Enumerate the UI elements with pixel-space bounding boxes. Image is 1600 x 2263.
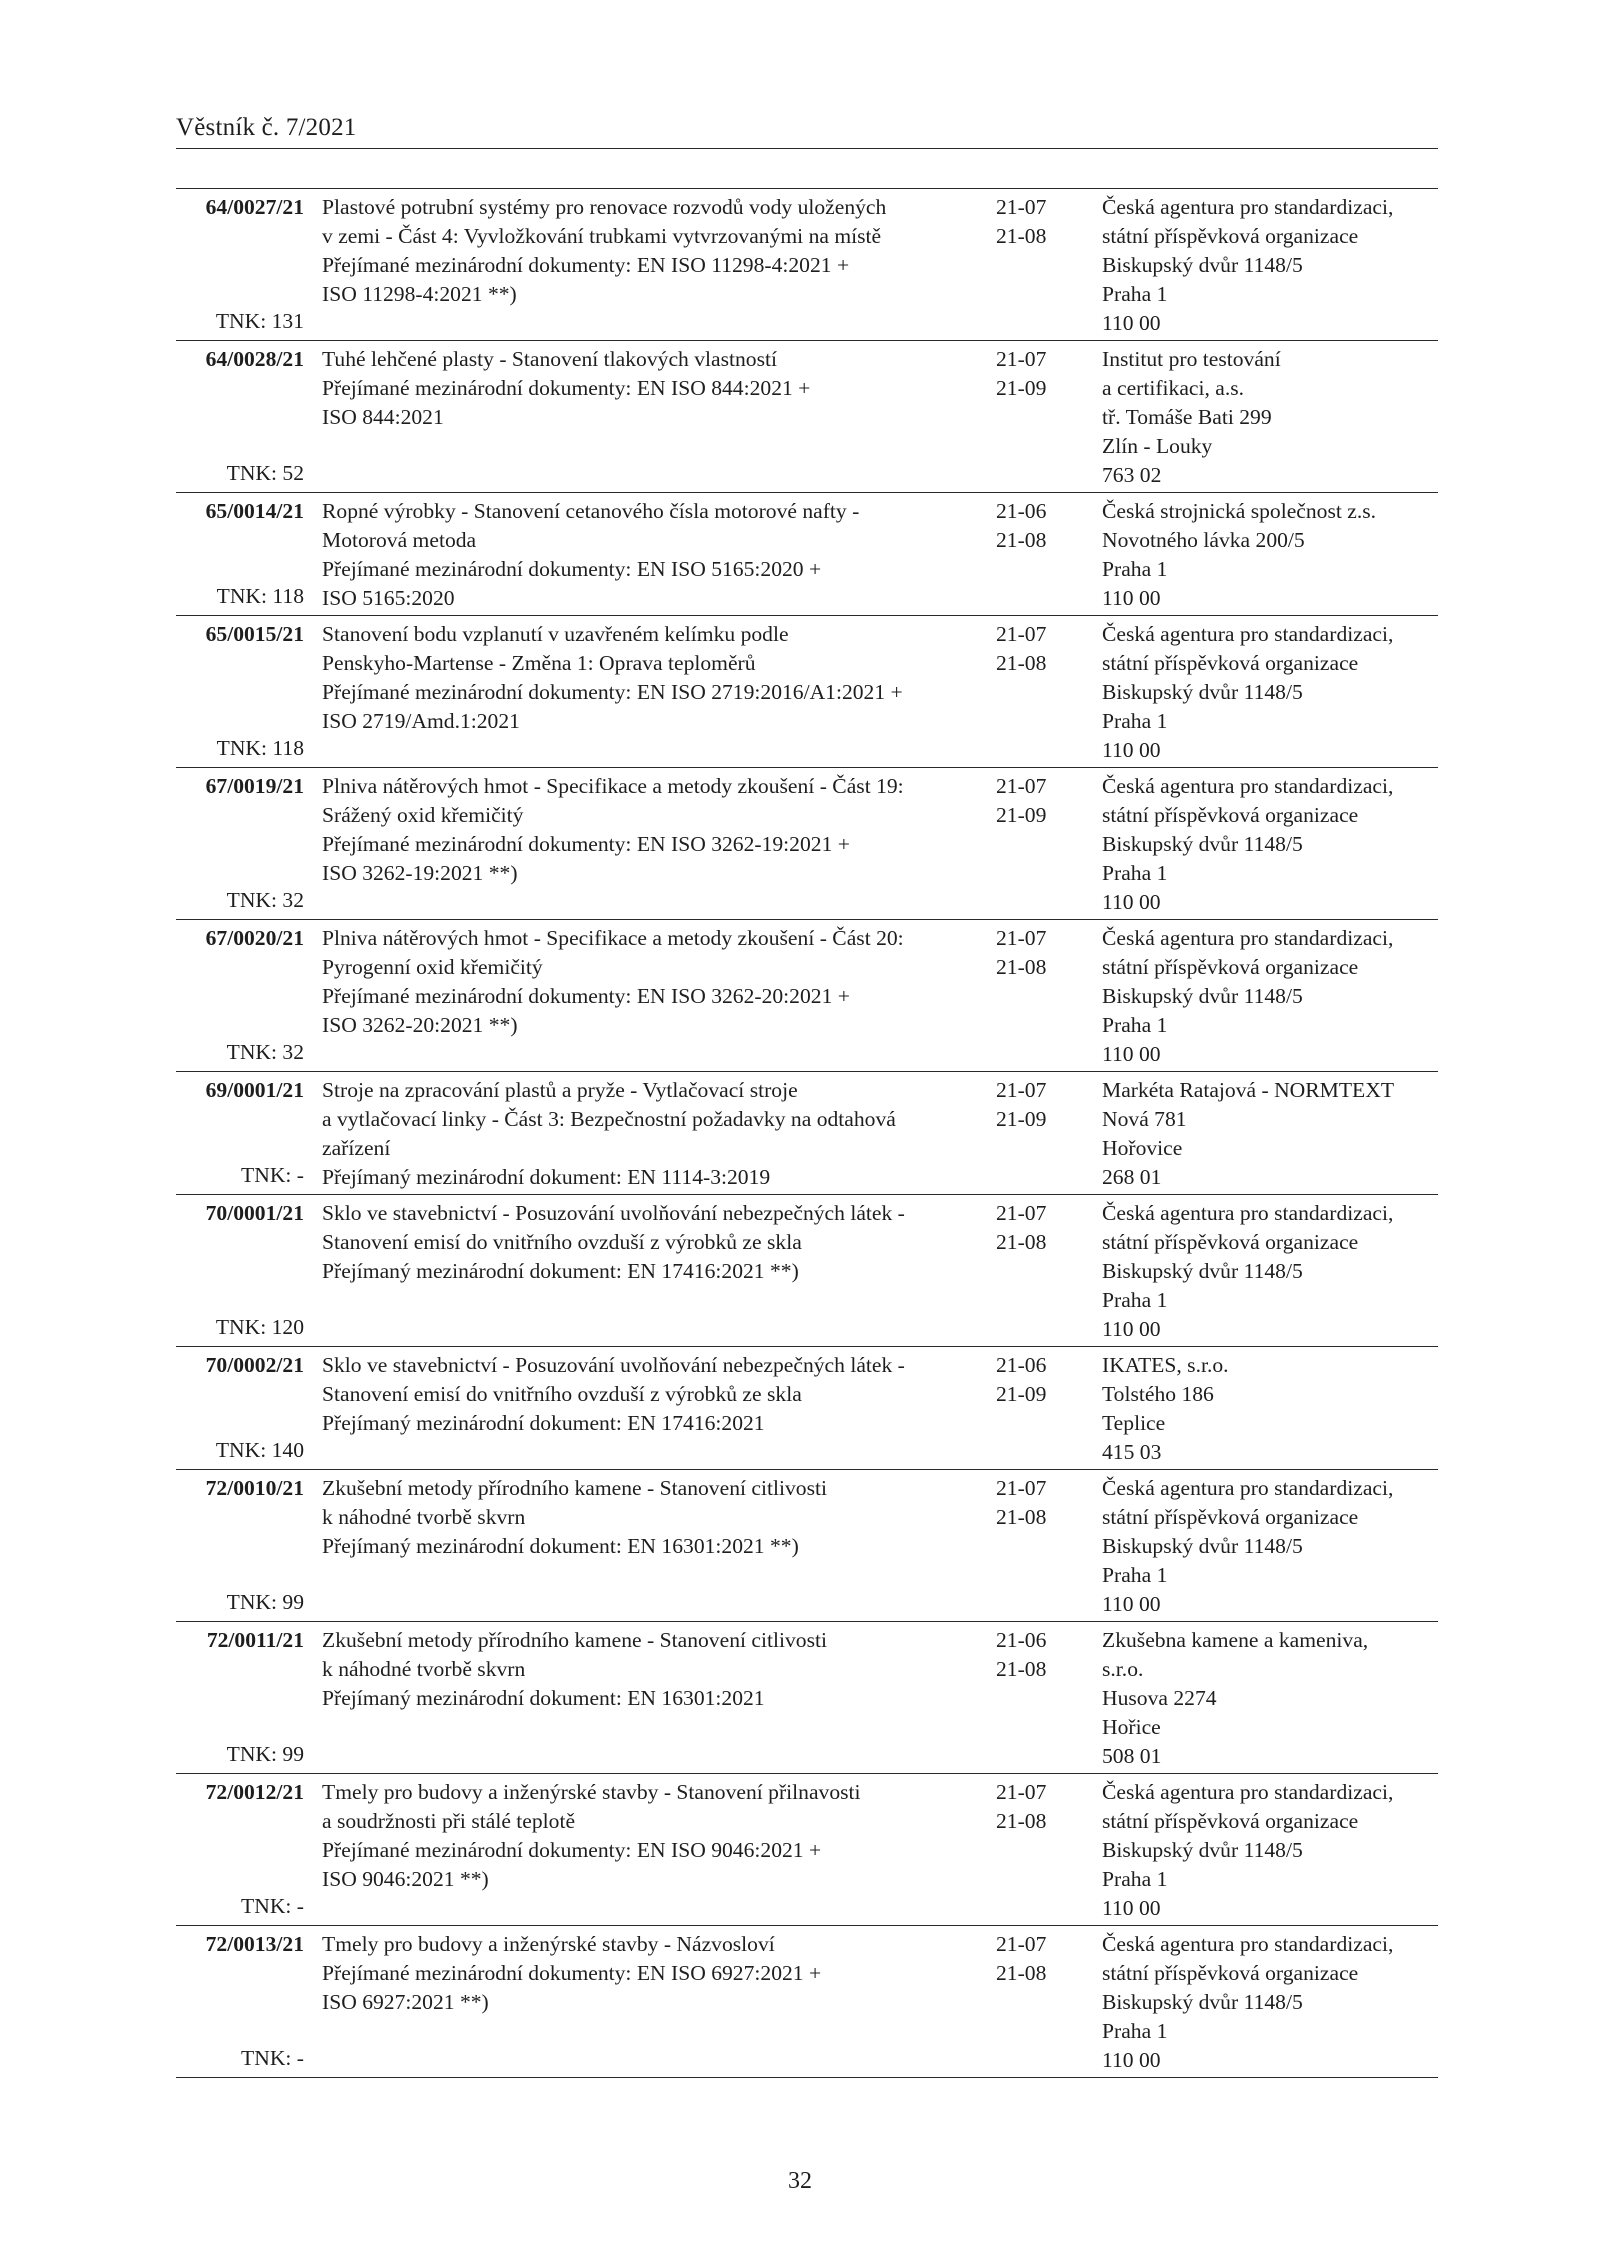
entry-number: 65/0014/21 [205, 499, 304, 523]
address-line: Praha 1 [1102, 557, 1168, 581]
title-line: Přejímané mezinárodní dokumenty: EN ISO 6927:2021 + [322, 1961, 822, 1985]
address-line: 110 00 [1102, 311, 1161, 335]
address-line: Hořice [1102, 1715, 1161, 1739]
title-line: Stanovení emisí do vnitřního ovzduší z výrobků ze skla [322, 1230, 802, 1254]
address-line: státní příspěvková organizace [1102, 651, 1359, 675]
address-line: Česká agentura pro standardizaci, [1102, 1476, 1394, 1500]
address-line: 508 01 [1102, 1744, 1162, 1768]
title-line: Zkušební metody přírodního kamene - Stanovení citlivosti [322, 1628, 827, 1652]
date-code: 21-07 [996, 1201, 1047, 1225]
title-line: Motorová metoda [322, 528, 477, 552]
date-code: 21-07 [996, 347, 1047, 371]
entry-dates-cell [996, 1926, 1102, 2078]
address-line: státní příspěvková organizace [1102, 955, 1359, 979]
title-line: Zkušební metody přírodního kamene - Stanovení citlivosti [322, 1476, 827, 1500]
entry-id-cell [176, 920, 304, 1072]
address-line: Česká agentura pro standardizaci, [1102, 195, 1394, 219]
address-line: Biskupský dvůr 1148/5 [1102, 832, 1303, 856]
address-line: Praha 1 [1102, 1563, 1168, 1587]
date-code: 21-07 [996, 622, 1047, 646]
title-line: Stroje na zpracování plastů a pryže - Vytlačovací stroje [322, 1078, 798, 1102]
address-line: Praha 1 [1102, 1867, 1168, 1891]
date-code: 21-06 [996, 1628, 1047, 1652]
address-line: s.r.o. [1102, 1657, 1144, 1681]
entry-number: 64/0027/21 [205, 195, 304, 219]
title-line: ISO 2719/Amd.1:2021 [322, 709, 520, 733]
entry-title-cell [322, 341, 996, 493]
entry-id-cell [176, 1774, 304, 1926]
title-line: k náhodné tvorbě skvrn [322, 1657, 526, 1681]
title-line: Plniva nátěrových hmot - Specifikace a metody zkoušení - Část 20: [322, 926, 904, 950]
entry-id-cell [176, 1072, 304, 1195]
date-code: 21-07 [996, 1932, 1047, 1956]
entry-number: 72/0012/21 [205, 1780, 304, 1804]
address-line: Tolstého 186 [1102, 1382, 1214, 1406]
title-line: Přejímaný mezinárodní dokument: EN 17416:2021 [322, 1411, 765, 1435]
page-number: 32 [788, 2168, 812, 2194]
address-line: Biskupský dvůr 1148/5 [1102, 1259, 1303, 1283]
date-code: 21-07 [996, 1476, 1047, 1500]
table-row [176, 1774, 1438, 1926]
entry-dates-cell [996, 616, 1102, 768]
date-code: 21-08 [996, 1505, 1047, 1529]
address-line: Biskupský dvůr 1148/5 [1102, 1534, 1303, 1558]
date-code: 21-07 [996, 1078, 1047, 1102]
tnk-label: TNK: 99 [226, 1590, 304, 1614]
column-gap [304, 1347, 322, 1470]
title-line: Přejímaný mezinárodní dokument: EN 16301:2021 **) [322, 1534, 799, 1558]
entry-dates-cell [996, 768, 1102, 920]
address-line: 110 00 [1102, 890, 1161, 914]
entry-number: 72/0010/21 [205, 1476, 304, 1500]
address-line: 763 02 [1102, 463, 1162, 487]
entry-dates-cell [996, 920, 1102, 1072]
journal-title: Věstník č. 7/2021 [176, 114, 357, 141]
address-line: tř. Tomáše Bati 299 [1102, 405, 1272, 429]
entry-number: 65/0015/21 [205, 622, 304, 646]
date-code: 21-08 [996, 651, 1047, 675]
date-code: 21-08 [996, 1657, 1047, 1681]
date-code: 21-07 [996, 195, 1047, 219]
date-code: 21-09 [996, 1107, 1047, 1131]
address-line: Biskupský dvůr 1148/5 [1102, 1838, 1303, 1862]
address-line: Praha 1 [1102, 709, 1168, 733]
entry-dates-cell [996, 493, 1102, 616]
entry-dates-cell [996, 1470, 1102, 1622]
table-row [176, 1347, 1438, 1470]
date-code: 21-08 [996, 955, 1047, 979]
address-line: 110 00 [1102, 2048, 1161, 2072]
column-gap [304, 1926, 322, 2078]
column-gap [304, 1774, 322, 1926]
tnk-label: TNK: 118 [216, 584, 304, 608]
tnk-label: TNK: 140 [215, 1438, 304, 1462]
title-line: Tmely pro budovy a inženýrské stavby - Názvosloví [322, 1932, 775, 1956]
entry-title-cell [322, 1470, 996, 1622]
entry-dates-cell [996, 1622, 1102, 1774]
entry-processor-address-cell [1102, 616, 1438, 768]
title-line: Přejímané mezinárodní dokumenty: EN ISO 2719:2016/A1:2021 + [322, 680, 903, 704]
address-line: Česká agentura pro standardizaci, [1102, 1932, 1394, 1956]
title-line: Penskyho-Martense - Změna 1: Oprava teploměrů [322, 651, 756, 675]
title-line: Přejímané mezinárodní dokumenty: EN ISO 844:2021 + [322, 376, 811, 400]
date-code: 21-06 [996, 499, 1047, 523]
title-line: Přejímané mezinárodní dokumenty: EN ISO 3262-20:2021 + [322, 984, 850, 1008]
address-line: Biskupský dvůr 1148/5 [1102, 1990, 1303, 2014]
entry-id-cell [176, 341, 304, 493]
title-line: ISO 6927:2021 **) [322, 1990, 489, 2014]
address-line: 110 00 [1102, 1896, 1161, 1920]
date-code: 21-07 [996, 774, 1047, 798]
date-code: 21-08 [996, 224, 1047, 248]
date-code: 21-09 [996, 376, 1047, 400]
title-line: Přejímaný mezinárodní dokument: EN 16301:2021 [322, 1686, 765, 1710]
address-line: 110 00 [1102, 738, 1161, 762]
entry-title-cell [322, 768, 996, 920]
entry-number: 72/0011/21 [206, 1628, 304, 1652]
address-line: Biskupský dvůr 1148/5 [1102, 680, 1303, 704]
title-line: Pyrogenní oxid křemičitý [322, 955, 543, 979]
address-line: Biskupský dvůr 1148/5 [1102, 253, 1303, 277]
date-code: 21-08 [996, 1961, 1047, 1985]
entry-processor-address-cell [1102, 1470, 1438, 1622]
entry-title-cell [322, 1072, 996, 1195]
entry-processor-address-cell [1102, 1774, 1438, 1926]
tnk-label: TNK: 32 [226, 888, 304, 912]
tnk-label: TNK: 52 [226, 461, 304, 485]
entry-number: 67/0019/21 [205, 774, 304, 798]
address-line: státní příspěvková organizace [1102, 1961, 1359, 1985]
address-line: Praha 1 [1102, 1288, 1168, 1312]
address-line: státní příspěvková organizace [1102, 803, 1359, 827]
table-row [176, 920, 1438, 1072]
entry-dates-cell [996, 1072, 1102, 1195]
title-line: ISO 11298-4:2021 **) [322, 282, 517, 306]
entry-title-cell [322, 1347, 996, 1470]
title-line: Ropné výrobky - Stanovení cetanového čísla motorové nafty - [322, 499, 860, 523]
entry-number: 72/0013/21 [205, 1932, 304, 1956]
column-gap [304, 768, 322, 920]
entry-title-cell [322, 920, 996, 1072]
address-line: 415 03 [1102, 1440, 1162, 1464]
entry-id-cell [176, 1926, 304, 2078]
entry-processor-address-cell [1102, 1195, 1438, 1347]
title-line: Tmely pro budovy a inženýrské stavby - Stanovení přilnavosti [322, 1780, 861, 1804]
address-line: a certifikaci, a.s. [1102, 376, 1245, 400]
entry-id-cell [176, 493, 304, 616]
title-line: k náhodné tvorbě skvrn [322, 1505, 526, 1529]
entry-dates-cell [996, 1774, 1102, 1926]
title-line: ISO 3262-19:2021 **) [322, 861, 518, 885]
date-code: 21-07 [996, 1780, 1047, 1804]
address-line: Husova 2274 [1102, 1686, 1217, 1710]
entry-processor-address-cell [1102, 920, 1438, 1072]
page-header [176, 108, 1438, 149]
title-line: ISO 9046:2021 **) [322, 1867, 489, 1891]
entry-processor-address-cell [1102, 1926, 1438, 2078]
date-code: 21-07 [996, 926, 1047, 950]
entry-id-cell [176, 1622, 304, 1774]
entry-processor-address-cell [1102, 1622, 1438, 1774]
entry-title-cell [322, 493, 996, 616]
title-line: Stanovení emisí do vnitřního ovzduší z výrobků ze skla [322, 1382, 802, 1406]
address-line: Praha 1 [1102, 282, 1168, 306]
address-line: 110 00 [1102, 1042, 1161, 1066]
address-line: IKATES, s.r.o. [1102, 1353, 1229, 1377]
entry-id-cell [176, 1195, 304, 1347]
address-line: Česká strojnická společnost z.s. [1102, 499, 1377, 523]
table-row [176, 493, 1438, 616]
entry-title-cell [322, 616, 996, 768]
title-line: zařízení [322, 1136, 391, 1160]
address-line: Novotného lávka 200/5 [1102, 528, 1305, 552]
address-line: státní příspěvková organizace [1102, 1809, 1359, 1833]
column-gap [304, 1622, 322, 1774]
entry-title-cell [322, 1774, 996, 1926]
tnk-label: TNK: 99 [226, 1742, 304, 1766]
table-row [176, 1470, 1438, 1622]
table-row [176, 1195, 1438, 1347]
entry-number: 67/0020/21 [205, 926, 304, 950]
table-row [176, 616, 1438, 768]
entry-title-cell [322, 1926, 996, 2078]
title-line: Přejímané mezinárodní dokumenty: EN ISO 5165:2020 + [322, 557, 822, 581]
title-line: ISO 5165:2020 [322, 586, 455, 610]
title-line: Přejímané mezinárodní dokumenty: EN ISO 11298-4:2021 + [322, 253, 850, 277]
title-line: Přejímaný mezinárodní dokument: EN 17416:2021 **) [322, 1259, 799, 1283]
address-line: Zkušebna kamene a kameniva, [1102, 1628, 1369, 1652]
address-line: Praha 1 [1102, 2019, 1168, 2043]
entry-processor-address-cell [1102, 1347, 1438, 1470]
address-line: Biskupský dvůr 1148/5 [1102, 984, 1303, 1008]
title-line: Přejímané mezinárodní dokumenty: EN ISO 3262-19:2021 + [322, 832, 850, 856]
entry-processor-address-cell [1102, 189, 1438, 341]
tnk-label: TNK: - [241, 1163, 304, 1187]
entry-dates-cell [996, 189, 1102, 341]
address-line: Praha 1 [1102, 861, 1168, 885]
address-line: 110 00 [1102, 1317, 1161, 1341]
entry-id-cell [176, 616, 304, 768]
entry-number: 70/0002/21 [205, 1353, 304, 1377]
standards-table-body [176, 189, 1438, 2078]
tnk-label: TNK: 32 [226, 1040, 304, 1064]
entry-id-cell [176, 1347, 304, 1470]
date-code: 21-08 [996, 1230, 1047, 1254]
title-line: v zemi - Část 4: Vyvložkování trubkami vytvrzovanými na místě [322, 224, 882, 248]
title-line: a vytlačovací linky - Část 3: Bezpečnostní požadavky na odtahová [322, 1107, 896, 1131]
tnk-label: TNK: 131 [215, 309, 304, 333]
entry-id-cell [176, 189, 304, 341]
address-line: Česká agentura pro standardizaci, [1102, 622, 1394, 646]
date-code: 21-08 [996, 1809, 1047, 1833]
column-gap [304, 1072, 322, 1195]
table-row [176, 1072, 1438, 1195]
column-gap [304, 920, 322, 1072]
entry-number: 69/0001/21 [205, 1078, 304, 1102]
title-line: Srážený oxid křemičitý [322, 803, 524, 827]
address-line: Markéta Ratajová - NORMTEXT [1102, 1078, 1395, 1102]
title-line: Sklo ve stavebnictví - Posuzování uvolňování nebezpečných látek - [322, 1353, 905, 1377]
table-row [176, 341, 1438, 493]
entry-dates-cell [996, 1347, 1102, 1470]
date-code: 21-09 [996, 1382, 1047, 1406]
title-line: Sklo ve stavebnictví - Posuzování uvolňování nebezpečných látek - [322, 1201, 905, 1225]
title-line: Přejímaný mezinárodní dokument: EN 1114-3:2019 [322, 1165, 771, 1189]
address-line: Zlín - Louky [1102, 434, 1213, 458]
tnk-label: TNK: 120 [215, 1315, 304, 1339]
address-line: Česká agentura pro standardizaci, [1102, 926, 1394, 950]
address-line: Česká agentura pro standardizaci, [1102, 1201, 1394, 1225]
date-code: 21-08 [996, 528, 1047, 552]
address-line: 110 00 [1102, 1592, 1161, 1616]
entry-title-cell [322, 189, 996, 341]
tnk-label: TNK: 118 [216, 736, 304, 760]
entry-number: 70/0001/21 [205, 1201, 304, 1225]
title-line: ISO 3262-20:2021 **) [322, 1013, 518, 1037]
title-line: Přejímané mezinárodní dokumenty: EN ISO 9046:2021 + [322, 1838, 822, 1862]
entry-processor-address-cell [1102, 493, 1438, 616]
address-line: Nová 781 [1102, 1107, 1187, 1131]
title-line: ISO 844:2021 [322, 405, 444, 429]
title-line: Plastové potrubní systémy pro renovace rozvodů vody uložených [322, 195, 887, 219]
column-gap [304, 1195, 322, 1347]
address-line: státní příspěvková organizace [1102, 224, 1359, 248]
column-gap [304, 493, 322, 616]
address-line: státní příspěvková organizace [1102, 1505, 1359, 1529]
address-line: 110 00 [1102, 586, 1161, 610]
entry-title-cell [322, 1622, 996, 1774]
column-gap [304, 341, 322, 493]
date-code: 21-09 [996, 803, 1047, 827]
table-row [176, 1926, 1438, 2078]
address-line: Praha 1 [1102, 1013, 1168, 1037]
address-line: Teplice [1102, 1411, 1166, 1435]
address-line: státní příspěvková organizace [1102, 1230, 1359, 1254]
entry-processor-address-cell [1102, 341, 1438, 493]
address-line: Česká agentura pro standardizaci, [1102, 1780, 1394, 1804]
address-line: Hořovice [1102, 1136, 1183, 1160]
address-line: Česká agentura pro standardizaci, [1102, 774, 1394, 798]
address-line: Institut pro testování [1102, 347, 1281, 371]
entry-dates-cell [996, 1195, 1102, 1347]
title-line: Plniva nátěrových hmot - Specifikace a metody zkoušení - Část 19: [322, 774, 904, 798]
entry-number: 64/0028/21 [205, 347, 304, 371]
table-row [176, 1622, 1438, 1774]
title-line: Tuhé lehčené plasty - Stanovení tlakových vlastností [322, 347, 777, 371]
entry-id-cell [176, 1470, 304, 1622]
entry-processor-address-cell [1102, 768, 1438, 920]
column-gap [304, 616, 322, 768]
column-gap [304, 189, 322, 341]
entry-processor-address-cell [1102, 1072, 1438, 1195]
title-line: Stanovení bodu vzplanutí v uzavřeném kelímku podle [322, 622, 789, 646]
entry-title-cell [322, 1195, 996, 1347]
date-code: 21-06 [996, 1353, 1047, 1377]
title-line: a soudržnosti při stálé teplotě [322, 1809, 576, 1833]
standards-table [176, 188, 1438, 2078]
tnk-label: TNK: - [241, 2046, 304, 2070]
address-line: 268 01 [1102, 1165, 1162, 1189]
table-row [176, 768, 1438, 920]
table-row [176, 189, 1438, 341]
column-gap [304, 1470, 322, 1622]
tnk-label: TNK: - [241, 1894, 304, 1918]
entry-id-cell [176, 768, 304, 920]
entry-dates-cell [996, 341, 1102, 493]
